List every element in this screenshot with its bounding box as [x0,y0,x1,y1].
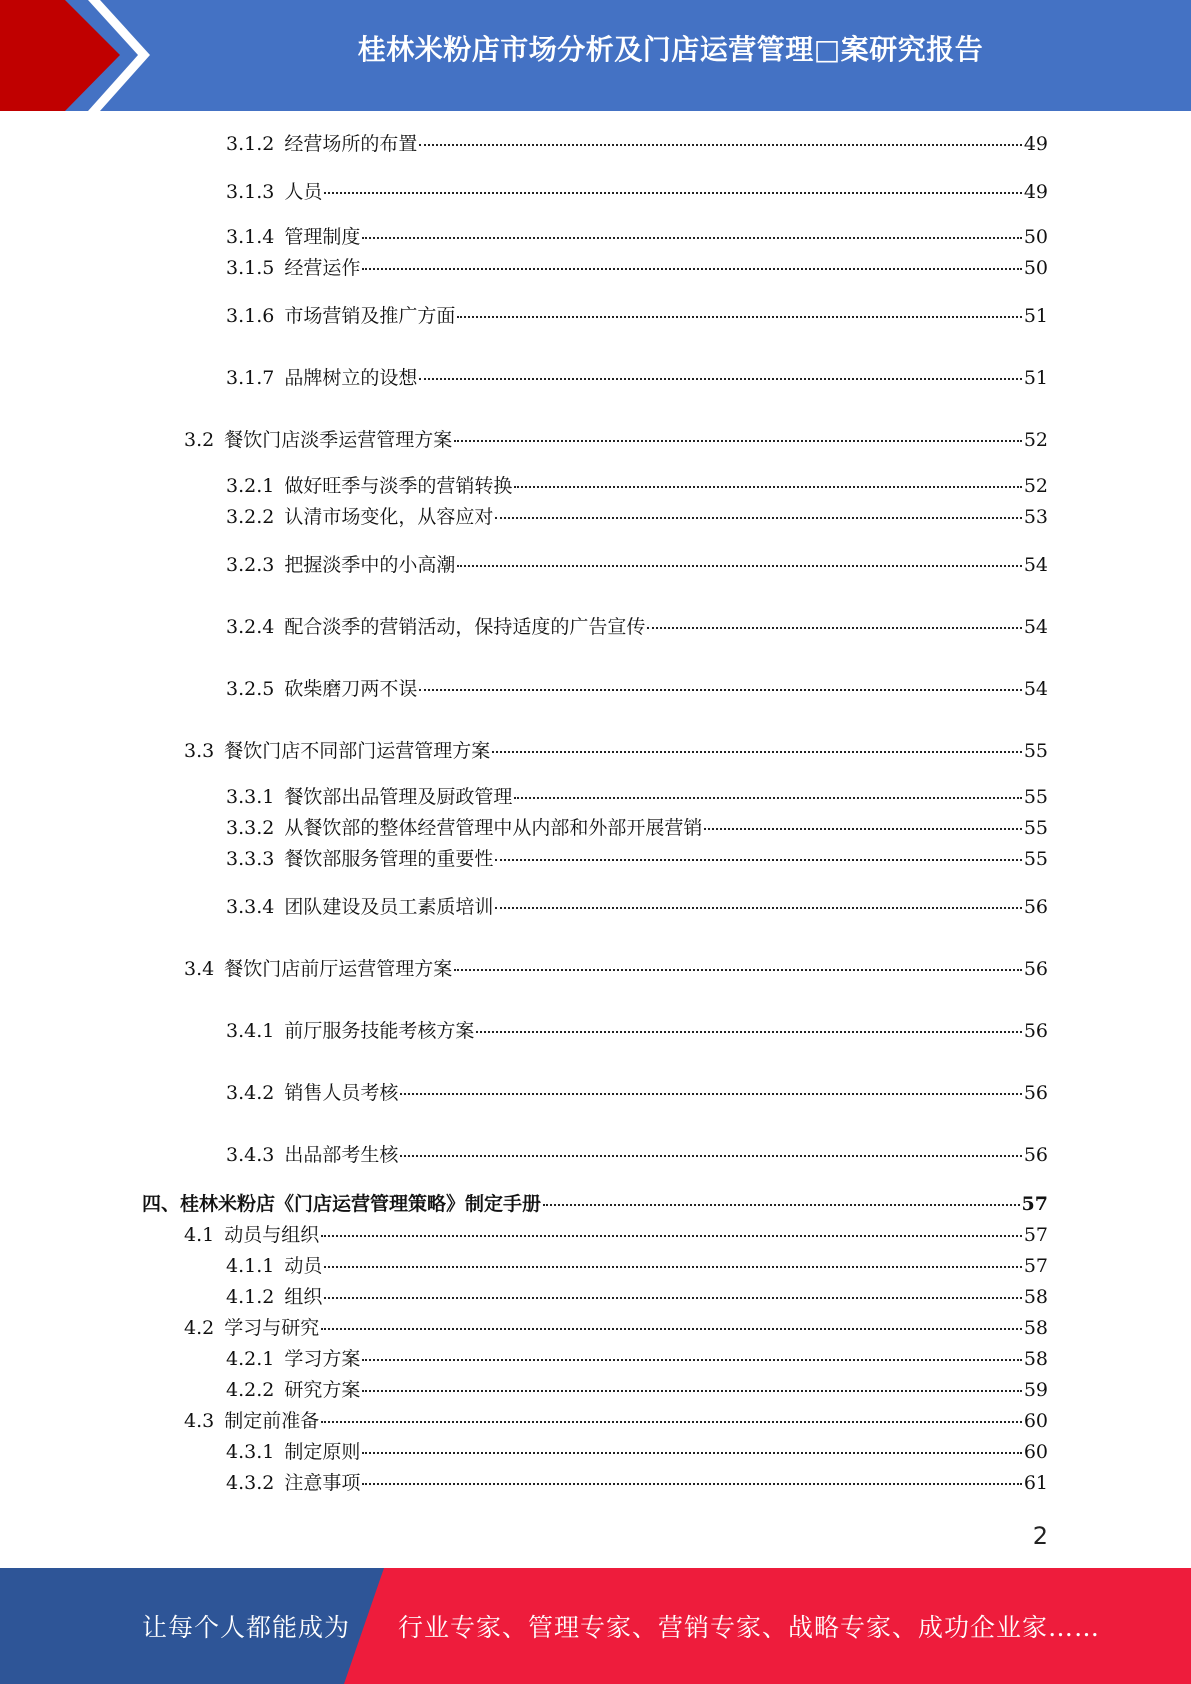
toc-entry[interactable] [226,676,1048,702]
toc-entry-title: 餐饮部出品管理及厨政管理 [284,786,513,808]
toc-dot-leader [457,316,1021,318]
toc-entry-number: 3.1.2 [226,133,275,155]
toc-entry-number: 3.1.4 [226,226,275,248]
toc-dot-leader [457,565,1021,567]
toc-entry[interactable] [184,956,1048,982]
toc-entry-number: 3.4 [184,958,215,980]
toc-entry-number: 3.4.2 [226,1082,275,1104]
toc-entry-title: 餐饮部服务管理的重要性 [284,848,494,870]
toc-entry-page: 61 [1023,1472,1048,1494]
toc-entry-number: 4.1.2 [226,1286,275,1308]
report-title: 桂林米粉店市场分析及门店运营管理□案研究报告 [357,33,984,66]
toc-entry-title: 动员 [284,1255,323,1277]
toc-entry-title: 管理制度 [284,226,361,248]
toc-entry-title: 配合淡季的营销活动，保持适度的广告宣传 [284,616,646,638]
toc-dot-leader [514,797,1021,799]
toc-entry-number: 3.2.4 [226,616,275,638]
toc-entry-title: 销售人员考核 [284,1082,399,1104]
toc-dot-leader [324,1297,1021,1299]
toc-dot-leader [419,144,1021,146]
toc-entry[interactable] [226,846,1048,872]
toc-dot-leader [476,1031,1021,1033]
toc-entry[interactable] [184,1222,1048,1248]
toc-dot-leader [495,859,1021,861]
toc-entry-page: 56 [1023,1020,1048,1042]
toc-dot-leader [419,378,1021,380]
toc-entry-number: 4.1 [184,1224,215,1246]
toc-entry-title: 出品部考生核 [284,1144,399,1166]
footer-slogan-left: 让每个人都能成为 [142,1613,351,1642]
toc-entry[interactable] [226,131,1048,157]
toc-entry-title: 注意事项 [284,1472,361,1494]
toc-entry[interactable] [226,1439,1048,1465]
toc-entry-title: 餐饮门店前厅运营管理方案 [224,958,453,980]
header-red-chevron [0,0,150,111]
toc-entry[interactable] [226,179,1048,205]
toc-entry-number: 3.4.1 [226,1020,275,1042]
toc-entry-number: 3.1.3 [226,181,275,203]
toc-entry[interactable] [184,1315,1048,1341]
toc-entry-number: 3.3.1 [226,786,275,808]
toc-dot-leader [362,268,1021,270]
toc-dot-leader [492,751,1022,753]
toc-entry-title: 品牌树立的设想 [284,367,418,389]
toc-entry-title: 制定前准备 [224,1410,320,1432]
toc-entry-title: 认清市场变化，从容应对 [284,506,494,528]
toc-entry-number: 4.3 [184,1410,215,1432]
toc-entry[interactable] [184,427,1048,453]
toc-dot-leader [362,1483,1021,1485]
toc-dot-leader [704,828,1021,830]
toc-entry-page: 58 [1023,1317,1048,1339]
toc-entry-page: 51 [1023,367,1048,389]
toc-entry[interactable] [226,1377,1048,1403]
toc-entry-number: 3.3 [184,740,215,762]
toc-entry-number: 3.1.6 [226,305,275,327]
toc-entry-number: 3.2.1 [226,475,275,497]
toc-entry-page: 56 [1023,958,1048,980]
toc-entry-number: 3.2.3 [226,554,275,576]
toc-entry-number: 4.3.1 [226,1441,275,1463]
toc-entry-page: 52 [1023,429,1048,451]
toc-entry-number: 3.2.5 [226,678,275,700]
toc-entry-title: 从餐饮部的整体经营管理中从内部和外部开展营销 [284,817,703,839]
toc-entry-title: 把握淡季中的小高潮 [284,554,456,576]
toc-entry-page: 51 [1023,305,1048,327]
toc-entry-page: 53 [1023,506,1048,528]
toc-dot-leader [362,1452,1021,1454]
toc-entry-title: 做好旺季与淡季的营销转换 [284,475,513,497]
toc-entry-page: 50 [1023,226,1048,248]
toc-entry-title: 人员 [284,181,323,203]
toc-entry[interactable] [226,1284,1048,1310]
toc-entry[interactable] [226,1018,1048,1044]
toc-entry-page: 57 [1023,1255,1048,1277]
toc-dot-leader [400,1155,1021,1157]
toc-dot-leader [543,1204,1020,1206]
toc-entry[interactable] [226,365,1048,391]
toc-dot-leader [454,440,1022,442]
page-footer [0,1568,1191,1684]
toc-entry-page: 55 [1023,848,1048,870]
toc-entry[interactable] [226,815,1048,841]
toc-dot-leader [419,689,1021,691]
toc-entry-page: 58 [1023,1286,1048,1308]
toc-entry[interactable] [226,614,1048,640]
toc-entry-page: 56 [1023,1082,1048,1104]
toc-entry-number: 3.4.3 [226,1144,275,1166]
toc-entry-page: 56 [1023,896,1048,918]
toc-dot-leader [321,1421,1022,1423]
toc-entry-number: 4.1.1 [226,1255,275,1277]
toc-entry-number: 3.3.2 [226,817,275,839]
toc-dot-leader [454,969,1022,971]
toc-entry-number: 4.2 [184,1317,215,1339]
toc-entry-title: 四、桂林米粉店《门店运营管理策略》制定手册 [142,1193,542,1215]
toc-entry[interactable] [226,255,1048,281]
toc-entry-title: 组织 [284,1286,323,1308]
toc-entry[interactable] [226,224,1048,250]
toc-entry[interactable] [184,1408,1048,1434]
toc-entry-page: 54 [1023,616,1048,638]
toc-entry-page: 54 [1023,554,1048,576]
toc-dot-leader [362,1390,1021,1392]
toc-entry-title: 学习与研究 [224,1317,320,1339]
toc-entry-number: 3.3.3 [226,848,275,870]
toc-entry-title: 砍柴磨刀两不误 [284,678,418,700]
toc-entry[interactable] [226,1253,1048,1279]
toc-entry-number: 4.3.2 [226,1472,275,1494]
toc-entry-page: 56 [1023,1144,1048,1166]
toc-entry-page: 58 [1023,1348,1048,1370]
toc-entry-page: 49 [1023,133,1048,155]
toc-entry-number: 4.2.2 [226,1379,275,1401]
toc-entry-number: 3.2 [184,429,215,451]
toc-entry-title: 前厅服务技能考核方案 [284,1020,475,1042]
toc-entry-page: 55 [1023,817,1048,839]
page-header [0,0,1191,111]
toc-entry-title: 经营场所的布置 [284,133,418,155]
toc-entry-page: 52 [1023,475,1048,497]
toc-entry-number: 3.1.5 [226,257,275,279]
toc-entry-page: 49 [1023,181,1048,203]
toc-entry-title: 制定原则 [284,1441,361,1463]
toc-entry-page: 55 [1023,740,1048,762]
toc-entry[interactable] [226,473,1048,499]
toc-entry-title: 经营运作 [284,257,361,279]
toc-entry[interactable] [226,1142,1048,1168]
toc-dot-leader [362,237,1021,239]
toc-entry-page: 60 [1023,1441,1048,1463]
toc-dot-leader [495,517,1021,519]
toc-entry-number: 3.2.2 [226,506,275,528]
toc-entry[interactable] [226,894,1048,920]
toc-dot-leader [647,627,1021,629]
toc-entry-page: 54 [1023,678,1048,700]
toc-dot-leader [495,907,1021,909]
toc-dot-leader [324,192,1021,194]
toc-entry-page: 60 [1023,1410,1048,1432]
toc-entry-title: 研究方案 [284,1379,361,1401]
toc-entry-title: 餐饮门店淡季运营管理方案 [224,429,453,451]
toc-dot-leader [514,486,1021,488]
toc-entry-page: 59 [1023,1379,1048,1401]
toc-entry[interactable] [226,504,1048,530]
toc-entry-number: 3.1.7 [226,367,275,389]
toc-entry[interactable] [226,784,1048,810]
toc-entry-number: 3.3.4 [226,896,275,918]
toc-entry[interactable] [226,1470,1048,1496]
toc-entry[interactable] [226,552,1048,578]
page-number: 2 [1032,1522,1048,1550]
toc-dot-leader [362,1359,1021,1361]
toc-chapter-entry[interactable] [142,1191,1048,1217]
toc-entry[interactable] [184,738,1048,764]
toc-entry-title: 动员与组织 [224,1224,320,1246]
toc-entry[interactable] [226,1080,1048,1106]
toc-dot-leader [400,1093,1021,1095]
toc-entry[interactable] [226,303,1048,329]
toc-entry-number: 4.2.1 [226,1348,275,1370]
toc-entry-title: 团队建设及员工素质培训 [284,896,494,918]
toc-entry-page: 57 [1023,1224,1048,1246]
footer-slogan-right: 行业专家、管理专家、营销专家、战略专家、成功企业家…… [398,1613,1101,1642]
toc-entry-page: 50 [1023,257,1048,279]
toc-dot-leader [324,1266,1021,1268]
toc-entry-page: 55 [1023,786,1048,808]
toc-dot-leader [321,1328,1022,1330]
toc-entry-page: 57 [1021,1193,1048,1215]
toc-dot-leader [321,1235,1022,1237]
toc-entry-title: 学习方案 [284,1348,361,1370]
toc-entry-title: 餐饮门店不同部门运营管理方案 [224,740,491,762]
toc-entry[interactable] [226,1346,1048,1372]
toc-entry-title: 市场营销及推广方面 [284,305,456,327]
